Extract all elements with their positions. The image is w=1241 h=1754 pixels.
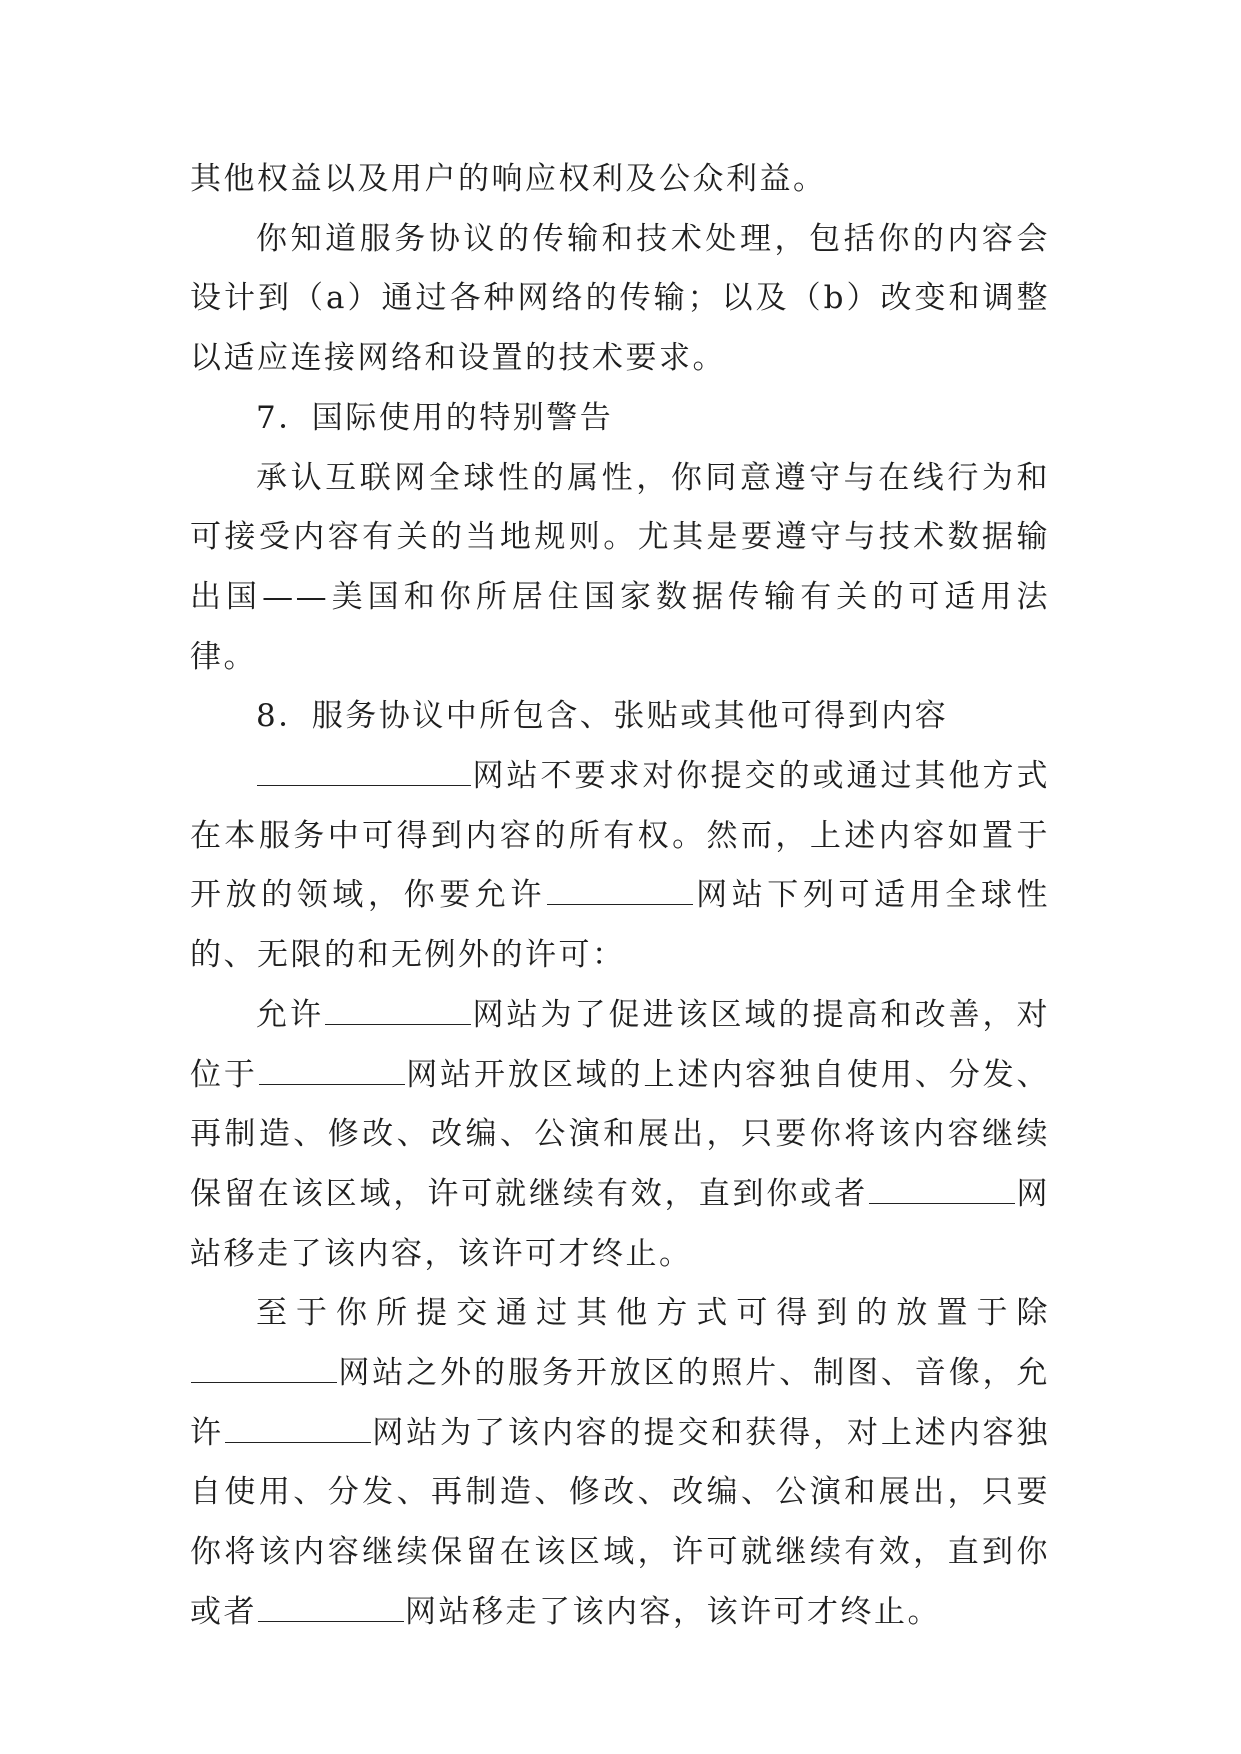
paragraph-continuation: 其他权益以及用户的响应权利及公众利益。: [190, 161, 827, 197]
fill-in-blank: [259, 1058, 405, 1085]
fill-in-blank: [257, 759, 471, 786]
section-heading-8: 8．服务协议中所包含、张贴或其他可得到内容: [256, 698, 949, 735]
paragraph-transmission: 你知道服务协议的传输和技术处理，包括你的内容会设计到（a）通过各种网络的传输；以及（b）改变和调整以适应连接网络和设置的技术要求。: [190, 220, 1050, 377]
paragraph-license-other-areas: 至于你所提交通过其他方式可得到的放置于除网站之外的服务开放区的照片、制图、音像，允许 网站为了该内容的提交和获得，对上述内容独自使用、分发、再制造、修改、改编、公演和展出，只要你将该内容继续保留在该区域，许可就继续有效，直到你或者 网站移走了该内容，该许可才终止。: [190, 1295, 1050, 1630]
document-page: [190, 150, 1050, 1643]
section-heading-7: 7．国际使用的特别警告: [256, 399, 614, 436]
fill-in-blank: [869, 1177, 1015, 1204]
fill-in-blank: [258, 1595, 404, 1622]
fill-in-blank: [325, 998, 471, 1025]
paragraph-international-use: 承认互联网全球性的属性，你同意遵守与在线行为和可接受内容有关的当地规则。尤其是要遵守与技术数据输出国——美国和你所居住国家数据传输有关的可适用法律。: [190, 459, 1050, 675]
fill-in-blank: [191, 1356, 337, 1383]
fill-in-blank: [547, 878, 693, 905]
paragraph-license-open-area: 允许 网站为了促进该区域的提高和改善，对位于 网站开放区域的上述内容独自使用、分发、再制造、修改、改编、公演和展出，只要你将该内容继续保留在该区域，许可就继续有效，直到你或者 网站移走了该内容，该许可才终止。: [190, 996, 1051, 1272]
paragraph-ownership: 网站不要求对你提交的或通过其他方式在本服务中可得到内容的所有权。然而，上述内容如置于开放的领域，你要允许 网站下列可适用全球性的、无限的和无例外的许可：: [190, 758, 1050, 974]
fill-in-blank: [225, 1416, 371, 1443]
